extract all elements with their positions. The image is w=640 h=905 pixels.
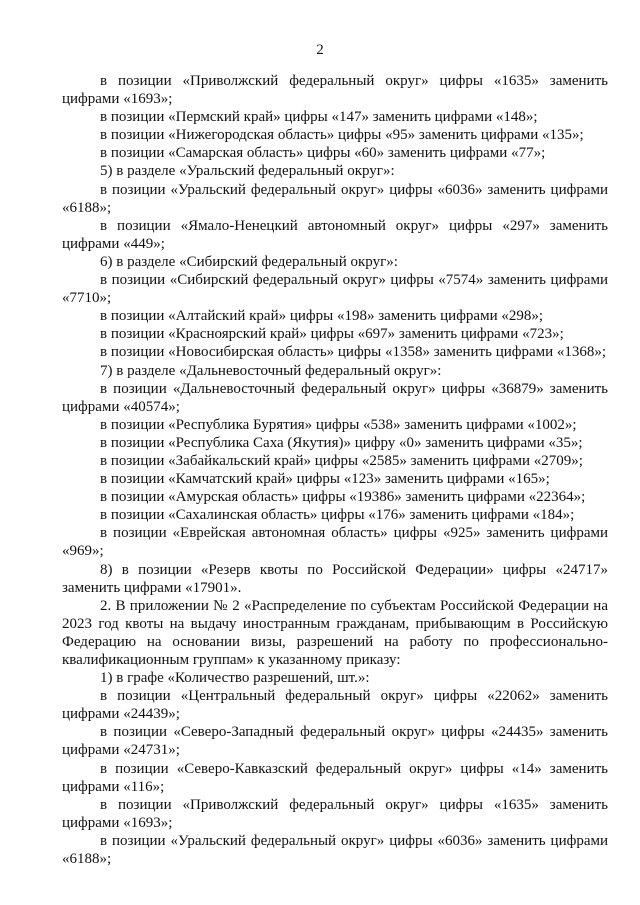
paragraph: в позиции «Северо-Западный федеральный округ» цифры «24435» заменить цифрами «24731»; — [62, 724, 608, 759]
paragraph: в позиции «Алтайский край» цифры «198» заменить цифрами «298»; — [100, 308, 544, 325]
paragraph: в позиции «Уральский федеральный округ» цифры «6036» заменить цифрами «6188»; — [62, 181, 608, 216]
paragraph: 8) в позиции «Резерв квоты по Российской Федерации» цифры «24717» заменить цифрами «17901». — [62, 561, 608, 596]
paragraph: в позиции «Приволжский федеральный округ» цифры «1635» заменить цифрами «1693»; — [62, 73, 608, 108]
paragraph: в позиции «Самарская область» цифры «60» заменить цифрами «77»; — [100, 145, 546, 162]
section-heading: 7) в разделе «Дальневосточный федеральный округ»: — [100, 362, 442, 379]
paragraph: в позиции «Нижегородская область» цифры «95» заменить цифрами «135»; — [100, 127, 584, 144]
section-heading: 1) в графе «Количество разрешений, шт.»: — [100, 670, 370, 687]
paragraph: в позиции «Центральный федеральный округ» цифры «22062» заменить цифрами «24439»; — [62, 688, 608, 723]
paragraph: в позиции «Республика Бурятия» цифры «538» заменить цифрами «1002»; — [100, 416, 577, 433]
paragraph: в позиции «Уральский федеральный округ» цифры «6036» заменить цифрами «6188»; — [62, 832, 608, 868]
paragraph: в позиции «Забайкальский край» цифры «2585» заменить цифрами «2709»; — [100, 452, 583, 469]
document-body — [62, 72, 608, 868]
paragraph: в позиции «Северо-Кавказский федеральный округ» цифры «14» заменить цифрами «116»; — [62, 760, 608, 795]
paragraph: в позиции «Ямало-Ненецкий автономный округ» цифры «297» заменить цифрами «449»; — [62, 217, 608, 252]
paragraph: в позиции «Камчатский край» цифры «123» заменить цифрами «165»; — [100, 471, 550, 488]
section-heading: 5) в разделе «Уральский федеральный округ»: — [100, 163, 395, 180]
paragraph: в позиции «Еврейская автономная область» цифры «925» заменить цифрами «969»; — [62, 525, 608, 560]
paragraph: в позиции «Республика Саха (Якутия)» цифру «0» заменить цифрами «35»; — [100, 434, 583, 451]
paragraph: в позиции «Приволжский федеральный округ» цифры «1635» заменить цифрами «1693»; — [62, 796, 608, 831]
paragraph: в позиции «Пермский край» цифры «147» заменить цифрами «148»; — [100, 109, 538, 126]
paragraph: в позиции «Дальневосточный федеральный округ» цифры «36879» заменить цифрами «40574»; — [62, 380, 608, 415]
paragraph: в позиции «Сибирский федеральный округ» цифры «7574» заменить цифрами «7710»; — [62, 272, 608, 307]
paragraph: в позиции «Амурская область» цифры «19386» заменить цифрами «22364»; — [100, 489, 586, 506]
paragraph: 2. В приложении № 2 «Распределение по субъектам Российской Федерации на 2023 год квоты на выдачу иностранным гражданам, прибывающим в Российскую Федерацию на основании визы, разрешений на работу по профессионально-квалификационным группам» к указанному приказу: — [62, 597, 608, 668]
paragraph: в позиции «Красноярский край» цифры «697» заменить цифрами «723»; — [100, 326, 564, 343]
section-heading: 6) в разделе «Сибирский федеральный округ»: — [100, 253, 398, 270]
paragraph: в позиции «Новосибирская область» цифры «1358» заменить цифрами «1368»; — [100, 344, 607, 361]
page-number: 2 — [316, 42, 324, 58]
paragraph: в позиции «Сахалинская область» цифры «176» заменить цифрами «184»; — [100, 507, 575, 524]
